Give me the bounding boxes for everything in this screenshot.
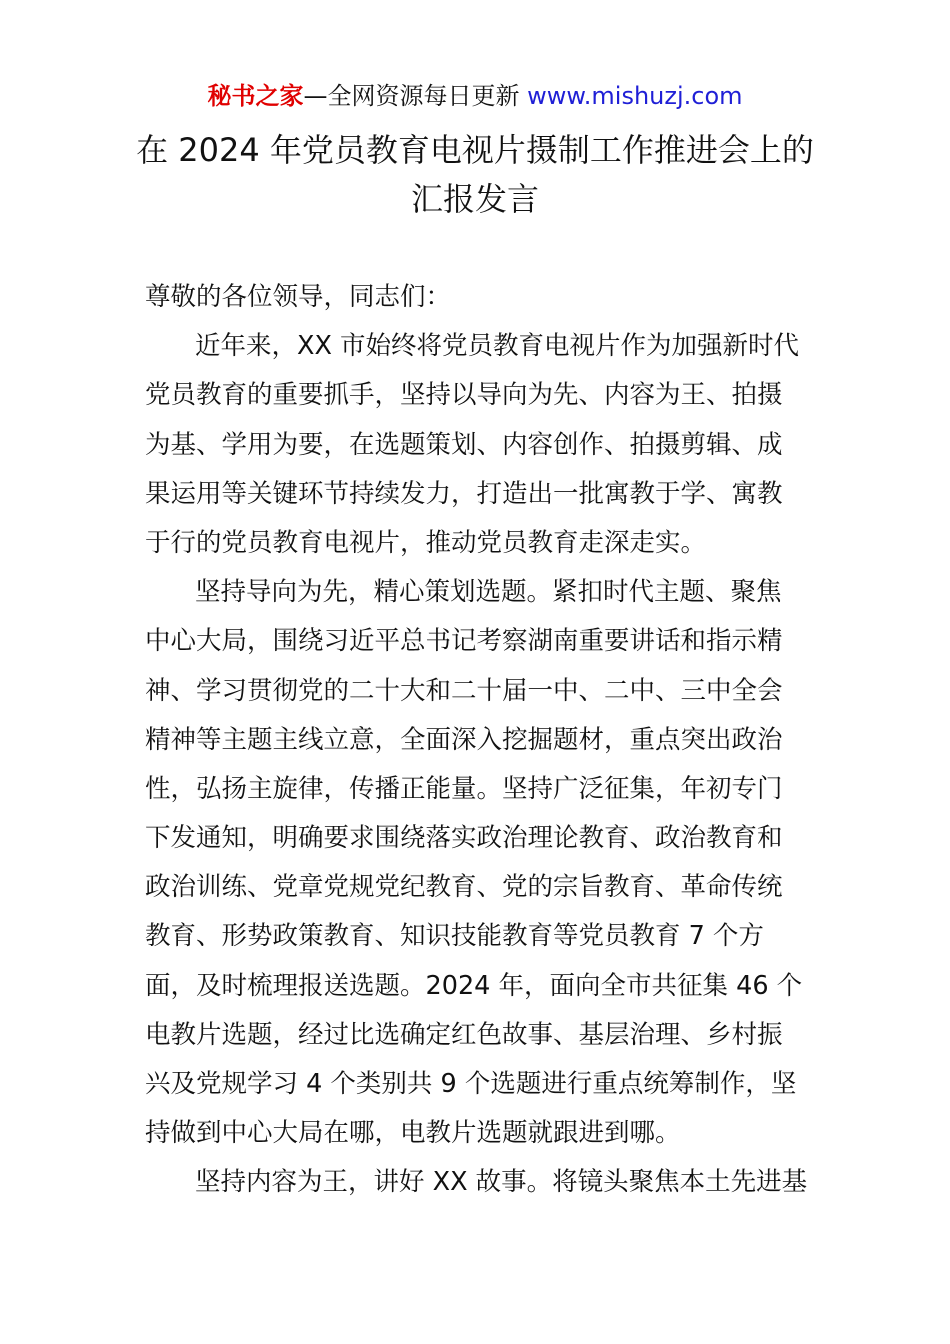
paragraph-line: 于行的党员教育电视片，推动党员教育走深走实。 (145, 527, 707, 558)
document-body (145, 273, 808, 1208)
title-line-2: 汇报发言 (410, 180, 539, 218)
paragraph-line: 坚持内容为王，讲好 XX 故事。将镜头聚焦本土先进基 (195, 1167, 808, 1198)
paragraph-line: 党员教育的重要抓手，坚持以导向为先、内容为王、拍摄 (145, 380, 783, 411)
paragraph-line: 中心大局，围绕习近平总书记考察湖南重要讲话和指示精 (145, 626, 783, 657)
paragraph-1 (145, 322, 805, 568)
paragraph-line: 果运用等关键环节持续发力，打造出一批寓教于学、寓教 (145, 478, 783, 509)
document-title (120, 126, 830, 224)
paragraph-line: 为基、学用为要，在选题策划、内容创作、拍摄剪辑、成 (145, 429, 783, 460)
salutation: 尊敬的各位领导，同志们： (145, 282, 452, 312)
paragraph-line: 性，弘扬主旋律，传播正能量。坚持广泛征集，年初专门 (145, 773, 783, 804)
paragraph-line: 政治训练、党章党规党纪教育、党的宗旨教育、革命传统 (145, 872, 783, 903)
banner-tagline: —全网资源每日更新 (303, 82, 520, 110)
paragraph-line: 电教片选题，经过比选确定红色故事、基层治理、乡村振 (145, 1019, 783, 1050)
paragraph-line: 教育、形势政策教育、知识技能教育等党员教育 7 个方 (145, 921, 764, 952)
site-url-link[interactable]: www.mishuzj.com (527, 82, 743, 110)
paragraph-line: 下发通知，明确要求围绕落实政治理论教育、政治教育和 (145, 823, 783, 854)
title-line-1: 在 2024 年党员教育电视片摄制工作推进会上的 (136, 131, 814, 169)
paragraph-line: 近年来，XX 市始终将党员教育电视片作为加强新时代 (195, 331, 800, 362)
site-banner (0, 80, 950, 112)
paragraph-3 (145, 1158, 808, 1207)
paragraph-line: 兴及党规学习 4 个类别共 9 个选题进行重点统筹制作，坚 (145, 1069, 797, 1099)
paragraph-line: 坚持导向为先，精心策划选题。紧扣时代主题、聚焦 (195, 577, 782, 608)
paragraph-line: 精神等主题主线立意，全面深入挖掘题材，重点突出政治 (145, 724, 783, 755)
paragraph-line: 面，及时梳理报送选题。2024 年，面向全市共征集 46 个 (145, 970, 803, 1001)
paragraph-2 (145, 568, 805, 1158)
brand-name: 秘书之家 (207, 82, 304, 110)
paragraph-line: 持做到中心大局在哪，电教片选题就跟进到哪。 (145, 1118, 681, 1149)
paragraph-line: 神、学习贯彻党的二十大和二十届一中、二中、三中全会 (145, 675, 783, 706)
